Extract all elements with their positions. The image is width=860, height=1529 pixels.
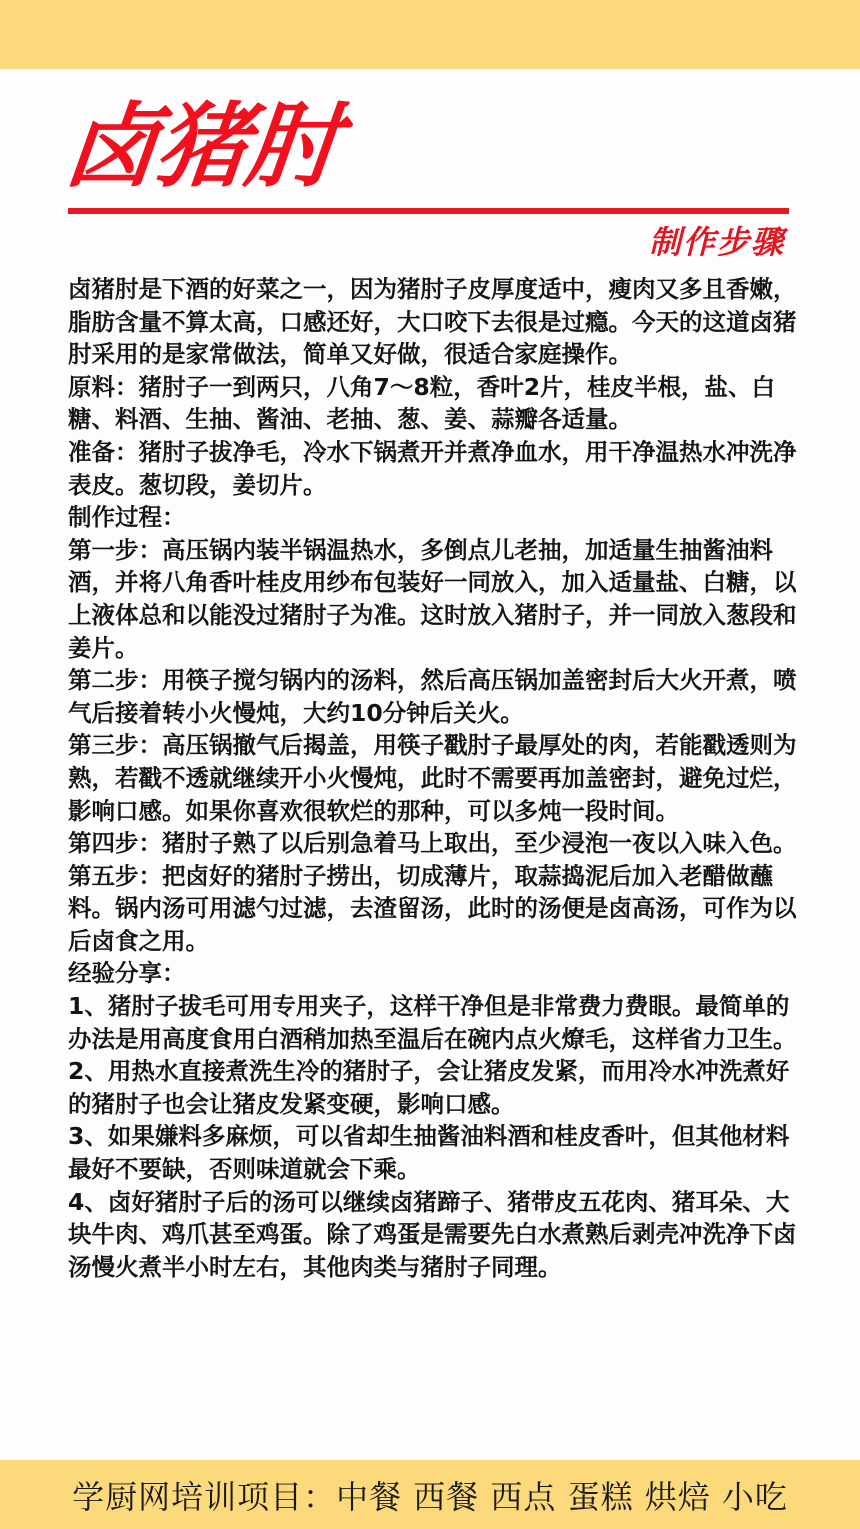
- preparation-paragraph: 准备：猪肘子拔净毛，冷水下锅煮开并煮净血水，用干净温热水冲洗净表皮。葱切段，姜切片。: [68, 437, 797, 499]
- top-banner: [0, 0, 860, 69]
- step-2: 第二步：用筷子搅匀锅内的汤料，然后高压锅加盖密封后大火开煮，喷气后接着转小火慢炖，大约10分钟后关火。: [68, 666, 797, 727]
- step-5: 第五步：把卤好的猪肘子捞出，切成薄片，取蒜捣泥后加入老醋做蘸料。锅内汤可用滤勺过滤，去渣留汤，此时的汤便是卤高汤，可作为以后卤食之用。: [68, 861, 797, 955]
- tip-3: 3、如果嫌料多麻烦，可以省却生抽酱油料酒和桂皮香叶，但其他材料最好不要缺，否则味道就会下乘。: [68, 1122, 790, 1184]
- recipe-body: [68, 273, 798, 1283]
- page-subtitle: 制作步骤: [648, 223, 785, 261]
- step-1: 第一步：高压锅内装半锅温热水，多倒点儿老抽，加适量生抽酱油料酒，并将八角香叶桂皮用纱布包装好一同放入，加入适量盐、白糖，以上液体总和以能没过猪肘子为准。这时放入猪肘子，并一同放入葱段和姜片。: [68, 535, 797, 662]
- tip-4: 4、卤好猪肘子后的汤可以继续卤猪蹄子、猪带皮五花肉、猪耳朵、大块牛肉、鸡爪甚至鸡蛋。除了鸡蛋是需要先白水煮熟后剥壳冲洗净下卤汤慢火煮半小时左右，其他肉类与猪肘子同理。: [68, 1187, 797, 1281]
- ingredients-paragraph: 原料：猪肘子一到两只，八角7～8粒，香叶2片，桂皮半根，盐、白糖、料酒、生抽、酱油、老抽、葱、姜、蒜瓣各适量。: [68, 372, 776, 434]
- process-heading: 制作过程：: [68, 503, 186, 532]
- footer-text: 学厨网培训项目：中餐 西餐 西点 蛋糕 烘焙 小吃: [72, 1477, 788, 1516]
- tip-2: 2、用热水直接煮洗生冷的猪肘子，会让猪皮发紧，而用冷水冲洗煮好的猪肘子也会让猪皮发紧变硬，影响口感。: [68, 1057, 790, 1118]
- page-title: 卤猪肘: [60, 93, 342, 200]
- intro-paragraph: 卤猪肘是下酒的好菜之一，因为猪肘子皮厚度适中，瘦肉又多且香嫩，脂肪含量不算太高，口感还好，大口咬下去很是过瘾。今天的这道卤猪肘采用的是家常做法，简单又好做，很适合家庭操作。: [68, 275, 797, 369]
- step-3: 第三步：高压锅撤气后揭盖，用筷子戳肘子最厚处的肉，若能戳透则为熟，若戳不透就继续开小火慢炖，此时不需要再加盖密封，避免过烂，影响口感。如果你喜欢很软烂的那种，可以多炖一段时间。: [68, 731, 797, 825]
- step-4: 第四步：猪肘子熟了以后别急着马上取出，至少浸泡一夜以入味入色。: [68, 829, 797, 858]
- title-divider: [68, 208, 789, 214]
- tips-heading: 经验分享：: [68, 959, 186, 988]
- tip-1: 1、猪肘子拔毛可用专用夹子，这样干净但是非常费力费眼。最简单的办法是用高度食用白酒稍加热至温后在碗内点火燎毛，这样省力卫生。: [68, 992, 797, 1053]
- footer-banner: [0, 1460, 860, 1529]
